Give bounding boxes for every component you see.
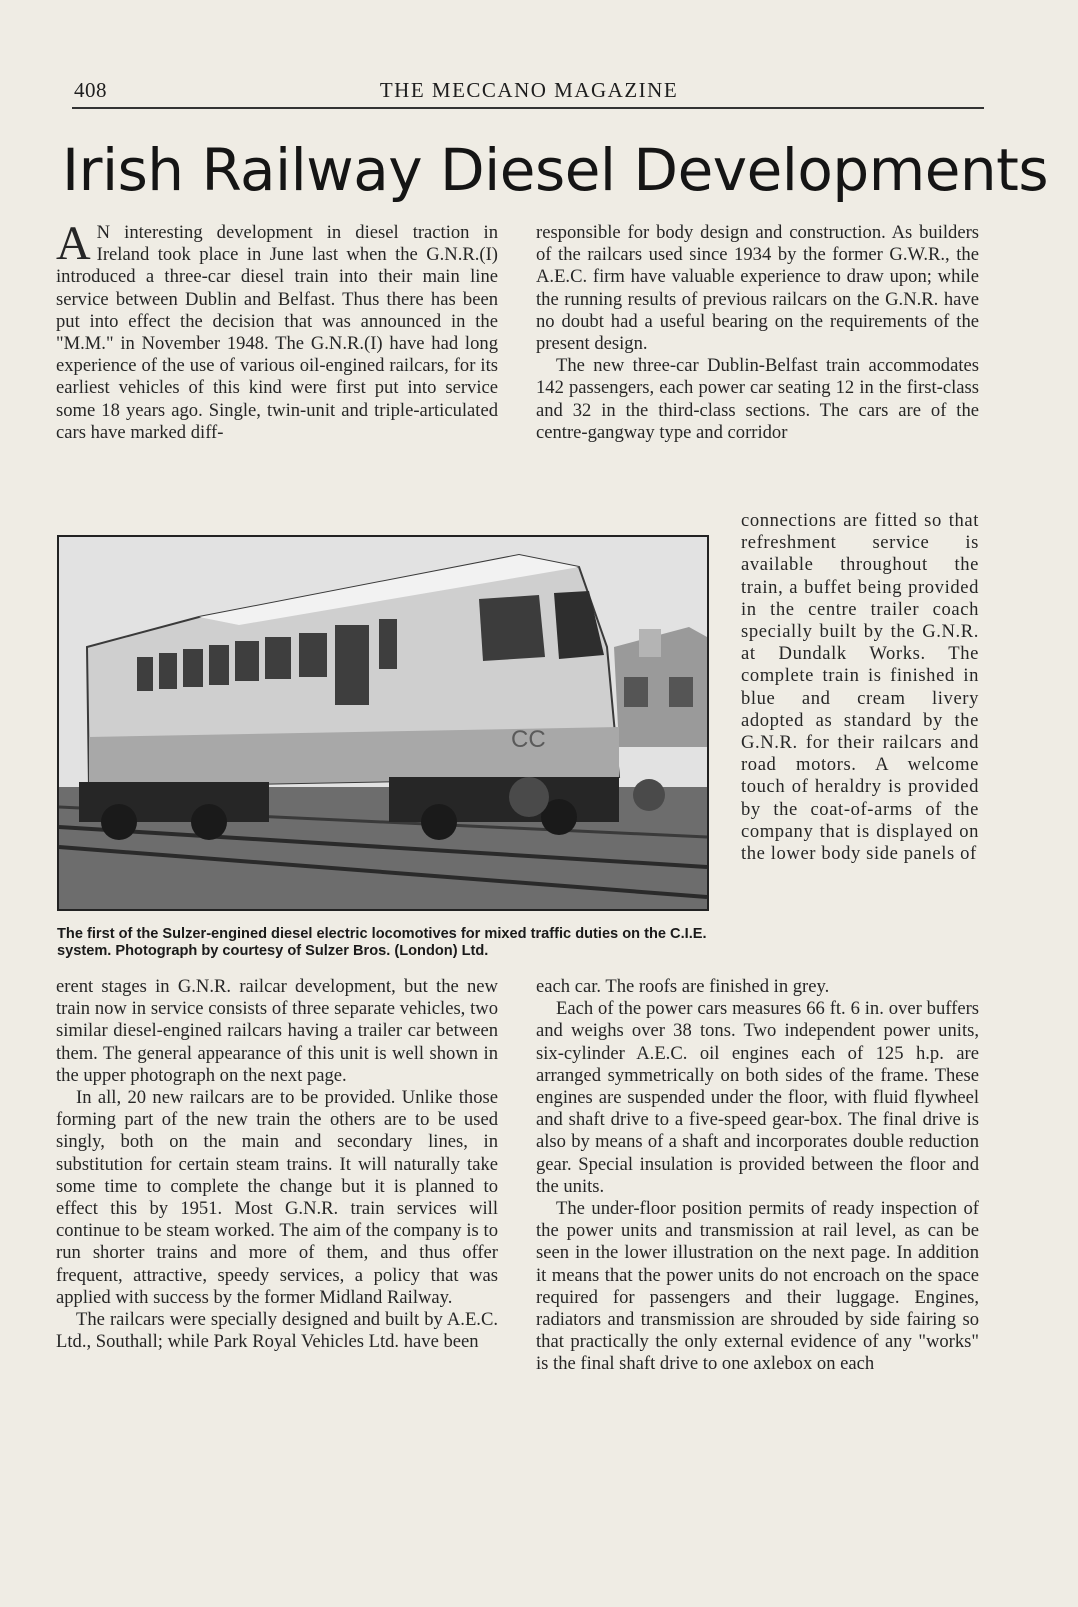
paragraph: each car. The roofs are finished in grey. — [536, 976, 830, 997]
page-number: 408 — [74, 78, 107, 102]
paragraph: responsible for body design and construction. As builders of the railcars used since 1934 by the former G.W.R., the A.E.C. firm have valuable experience to draw upon; while the running results of previous railcars on the G.N.R. have no doubt had a useful bearing on the requirements of the present design. — [536, 222, 979, 355]
paragraph: The under-floor position permits of ready inspection of the power units and transmission at rail level, as can be seen in the lower illustration on the next page. In addition it means that the power units do not encroach on the space required for passengers and their luggage. Engines, radiators and transmission are shrouded by side fairing so that practically the only external evidence of any "works" is the final shaft drive to one axlebox on each — [536, 1198, 979, 1375]
page-header — [74, 78, 984, 108]
column-right-bottom — [536, 976, 979, 1376]
paragraph — [56, 217, 498, 444]
column-left-top — [56, 217, 498, 444]
column-right-top — [536, 222, 979, 444]
locomotive-illustration — [59, 537, 707, 909]
paragraph: The new three-car Dublin-Belfast train accommodates 142 passengers, each power car seating 12 in the first-class and 32 in the third-class sections. The cars are of the centre-gangway type and corridor — [536, 355, 979, 443]
header-rule — [72, 107, 984, 109]
column-left-bottom — [56, 976, 498, 1353]
column-right-narrow — [741, 510, 979, 865]
paragraph: The railcars were specially designed and built by A.E.C. Ltd., Southall; while Park Royal Vehicles Ltd. have been — [56, 1309, 498, 1353]
figure-caption: The first of the Sulzer-engined diesel electric locomotives for mixed traffic duties on the C.I.E. system. Photograph by courtesy of Sulzer Bros. (London) Ltd. — [57, 926, 707, 959]
paragraph: erent stages in G.N.R. railcar development, but the new train now in service consists of three separate vehicles, two similar diesel-engined railcars having a trailer car between them. The general appearance of this unit is well shown in the upper photograph on the next page. — [56, 976, 498, 1086]
paragraph: Each of the power cars measures 66 ft. 6 in. over buffers and weighs over 38 tons. Two independent power units, six-cylinder A.E.C. oil engines each of 125 h.p. are arranged symmetrically on both sides of the frame. These engines are suspended under the floor, with fluid flywheel and shaft drive to a five-speed gear-box. The final drive is also by means of a shaft and incorporates double reduction gear. Special insulation is provided between the floor and the units. — [536, 998, 979, 1197]
paragraph: connections are fitted so that refreshment service is available throughout the train, a buffet being provided in the centre trailer coach specially built by the G.N.R. at Dundalk Works. The complete train is finished in blue and cream livery adopted as standard by the G.N.R. for their railcars and road motors. A welcome touch of heraldry is provided by the coat-of-arms of the company that is displayed on the lower body side panels of — [741, 510, 979, 865]
article-title: Irish Railway Diesel Developments — [62, 136, 1049, 204]
locomotive-marking: CC — [511, 726, 546, 753]
drop-cap: A — [56, 217, 91, 270]
paragraph-text: N interesting development in diesel traction in Ireland took place in June last when the G.N.R.(I) introduced a three-car diesel train into their main line service between Dublin and Belfast. Thus there has been put into effect the decision that was announced in the "M.M." in November 1948. The G.N.R.(I) have had long experience of the use of various oil-engined railcars, for its earliest vehicles of this kind were first put into service some 18 years ago. Single, twin-unit and triple-articulated cars have marked diff- — [56, 222, 498, 443]
magazine-name: THE MECCANO MAGAZINE — [379, 78, 679, 102]
locomotive-photograph — [57, 535, 709, 911]
paragraph: In all, 20 new railcars are to be provided. Unlike those forming part of the new train the others are to be used singly, both on the main and secondary lines, in substitution for certain steam trains. It will naturally take some time to complete the change but it is planned to effect this by 1951. Most G.N.R. train services will continue to be steam worked. The aim of the company is to run shorter trains and more of them, and thus offer frequent, attractive, speedy services, a policy that was applied with success by the former Midland Railway. — [56, 1087, 498, 1308]
